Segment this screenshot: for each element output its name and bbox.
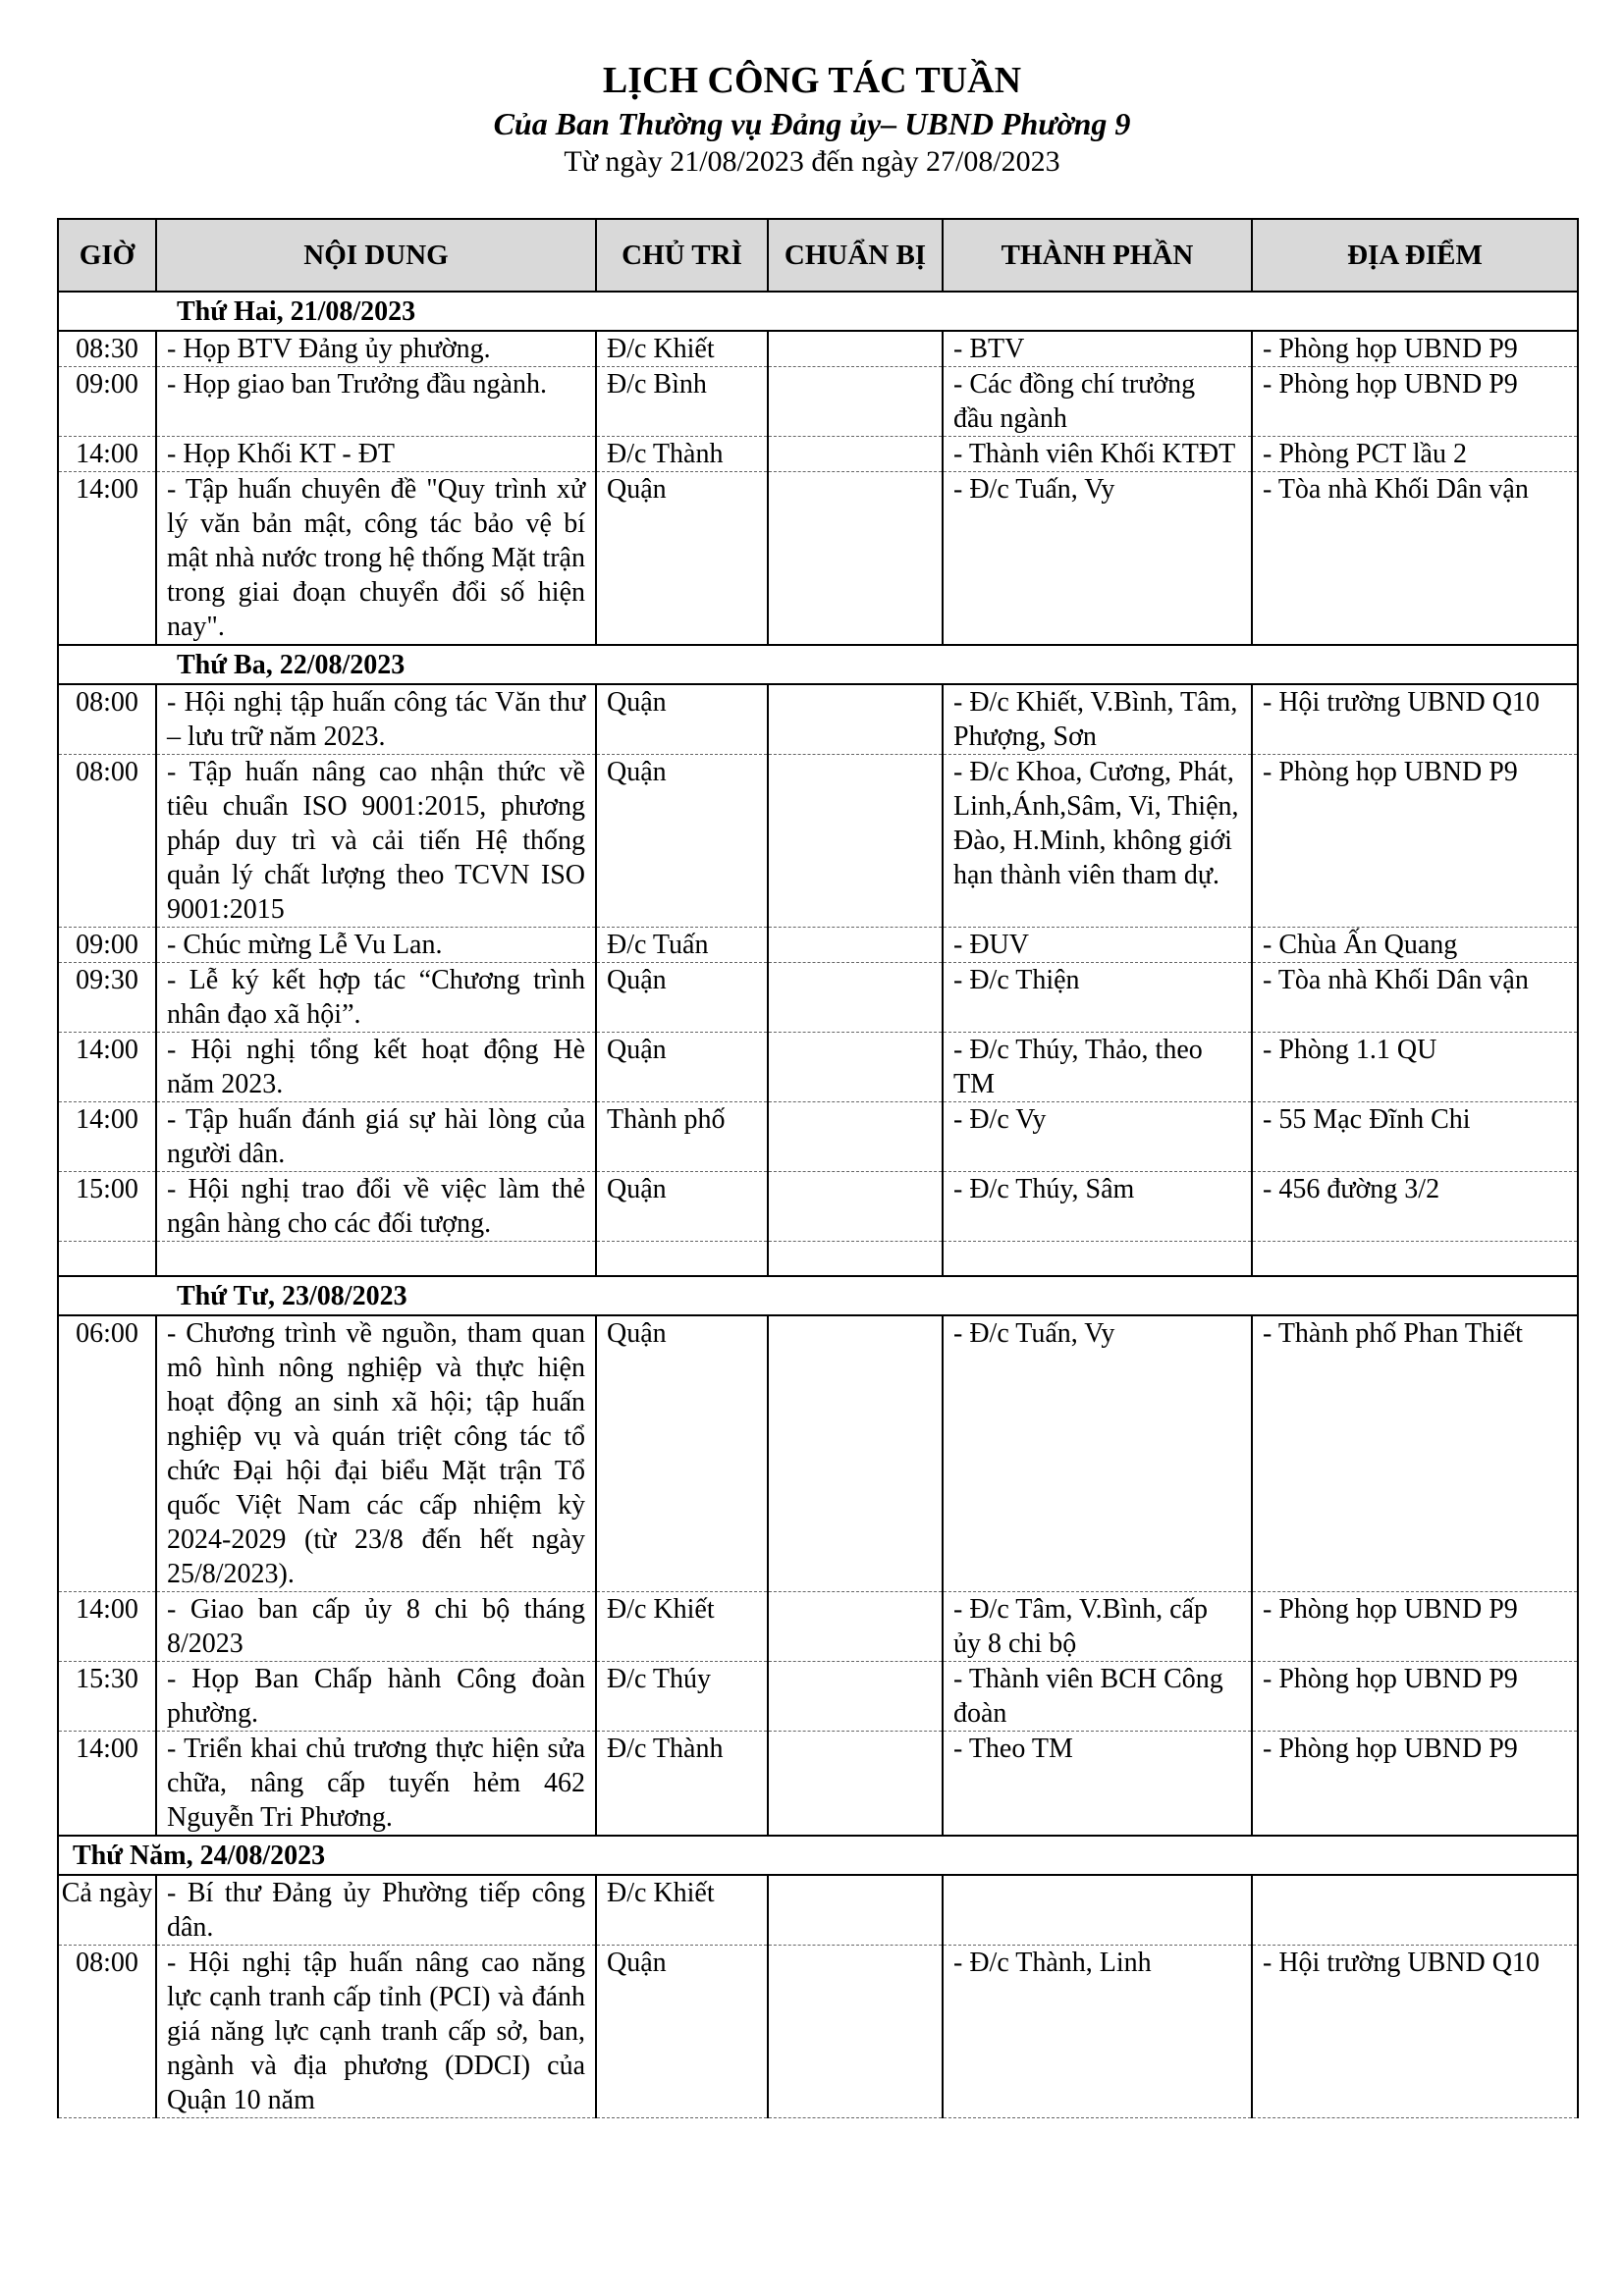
table-row xyxy=(58,1592,1578,1662)
cell-prep xyxy=(768,367,943,437)
cell-time: 14:00 xyxy=(58,1592,156,1662)
cell-time: 08:00 xyxy=(58,684,156,755)
day-label: Thứ Năm, 24/08/2023 xyxy=(73,1841,326,1871)
cell-chair: Đ/c Thành xyxy=(596,1732,768,1837)
column-header-participants: THÀNH PHẦN xyxy=(943,219,1252,292)
cell-location: - Phòng 1.1 QU xyxy=(1252,1033,1578,1102)
cell-participants: - Đ/c Tuấn, Vy xyxy=(943,1315,1252,1592)
cell-content: - Họp Ban Chấp hành Công đoàn phường. xyxy=(156,1662,596,1732)
cell-participants xyxy=(943,1875,1252,1946)
cell-participants: - BTV xyxy=(943,331,1252,367)
table-row xyxy=(58,1033,1578,1102)
day-label: Thứ Hai, 21/08/2023 xyxy=(177,296,416,327)
table-row xyxy=(58,1315,1578,1592)
day-header-cell xyxy=(58,1276,1578,1315)
cell-prep xyxy=(768,684,943,755)
cell-time: 06:00 xyxy=(58,1315,156,1592)
cell-content: - Chúc mừng Lễ Vu Lan. xyxy=(156,928,596,963)
cell-content: - Tập huấn chuyên đề "Quy trình xử lý văn bản mật, công tác bảo vệ bí mật nhà nước trong hệ thống Mặt trận trong giai đoạn chuyển đổi số hiện nay". xyxy=(156,472,596,646)
cell-prep xyxy=(768,331,943,367)
cell-content: - Chương trình về nguồn, tham quan mô hình nông nghiệp và thực hiện hoạt động an sinh xã hội; tập huấn nghiệp vụ và quán triệt công tác tổ chức Đại hội đại biểu Mặt trận Tổ quốc Việt Nam các cấp nhiệm kỳ 2024-2029 (từ 23/8 đến hết ngày 25/8/2023). xyxy=(156,1315,596,1592)
column-header-prep: CHUẨN BỊ xyxy=(768,219,943,292)
cell-chair: Quận xyxy=(596,1946,768,2118)
cell-time: 08:30 xyxy=(58,331,156,367)
cell-prep xyxy=(768,1102,943,1172)
day-header-row xyxy=(58,1836,1578,1875)
cell-time: 14:00 xyxy=(58,472,156,646)
cell-participants: - Đ/c Tuấn, Vy xyxy=(943,472,1252,646)
cell-chair: Đ/c Tuấn xyxy=(596,928,768,963)
cell-location: - Tòa nhà Khối Dân vận xyxy=(1252,963,1578,1033)
cell-location xyxy=(1252,1875,1578,1946)
table-row xyxy=(58,1662,1578,1732)
cell-location: - Hội trường UBND Q10 xyxy=(1252,1946,1578,2118)
cell-content: - Họp giao ban Trưởng đầu ngành. xyxy=(156,367,596,437)
cell-time: 08:00 xyxy=(58,755,156,928)
schedule-body xyxy=(58,292,1578,2118)
table-row xyxy=(58,1732,1578,1837)
cell-participants: - Đ/c Thiện xyxy=(943,963,1252,1033)
cell-chair: Quận xyxy=(596,684,768,755)
cell-time: 15:30 xyxy=(58,1662,156,1732)
cell-content: - Giao ban cấp ủy 8 chi bộ tháng 8/2023 xyxy=(156,1592,596,1662)
cell-participants: - Đ/c Thúy, Thảo, theo TM xyxy=(943,1033,1252,1102)
page-subtitle: Của Ban Thường vụ Đảng ủy– UBND Phường 9 xyxy=(493,106,1131,141)
table-row xyxy=(58,928,1578,963)
cell-time: 08:00 xyxy=(58,1946,156,2118)
cell-content: - Họp BTV Đảng ủy phường. xyxy=(156,331,596,367)
table-row xyxy=(58,755,1578,928)
table-row xyxy=(58,1242,1578,1277)
day-label: Thứ Tư, 23/08/2023 xyxy=(177,1281,407,1311)
table-row xyxy=(58,367,1578,437)
cell-chair: Quận xyxy=(596,1315,768,1592)
column-header-time: GIỜ xyxy=(58,219,156,292)
cell-prep xyxy=(768,928,943,963)
cell-prep xyxy=(768,1033,943,1102)
cell-participants: - Theo TM xyxy=(943,1732,1252,1837)
column-header-location: ĐỊA ĐIỂM xyxy=(1252,219,1578,292)
cell-location: - 55 Mạc Đĩnh Chi xyxy=(1252,1102,1578,1172)
day-header-row xyxy=(58,645,1578,684)
cell-chair: Quận xyxy=(596,755,768,928)
cell-participants: - Các đồng chí trưởng đầu ngành xyxy=(943,367,1252,437)
cell-location: - Phòng PCT lầu 2 xyxy=(1252,437,1578,472)
cell-location: - Phòng họp UBND P9 xyxy=(1252,1662,1578,1732)
cell-content: - Hội nghị tập huấn công tác Văn thư – lưu trữ năm 2023. xyxy=(156,684,596,755)
cell-chair: Quận xyxy=(596,963,768,1033)
table-row xyxy=(58,684,1578,755)
cell-location: - Chùa Ấn Quang xyxy=(1252,928,1578,963)
table-row xyxy=(58,1172,1578,1242)
cell-content xyxy=(156,1242,596,1277)
cell-prep xyxy=(768,1662,943,1732)
cell-content: - Lễ ký kết hợp tác “Chương trình nhân đạo xã hội”. xyxy=(156,963,596,1033)
cell-prep xyxy=(768,755,943,928)
cell-location: - Phòng họp UBND P9 xyxy=(1252,367,1578,437)
cell-prep xyxy=(768,1732,943,1837)
cell-location: - Phòng họp UBND P9 xyxy=(1252,331,1578,367)
table-row xyxy=(58,1946,1578,2118)
cell-participants: - Đ/c Khiết, V.Bình, Tâm, Phượng, Sơn xyxy=(943,684,1252,755)
cell-time: 09:00 xyxy=(58,367,156,437)
cell-chair: Quận xyxy=(596,1172,768,1242)
page-title: LỊCH CÔNG TÁC TUẦN xyxy=(602,60,1022,101)
cell-chair: Thành phố xyxy=(596,1102,768,1172)
cell-participants: - Thành viên Khối KTĐT xyxy=(943,437,1252,472)
day-header-row xyxy=(58,292,1578,331)
table-header-row xyxy=(58,219,1578,292)
cell-participants: - Đ/c Vy xyxy=(943,1102,1252,1172)
day-label: Thứ Ba, 22/08/2023 xyxy=(177,650,406,680)
table-row xyxy=(58,963,1578,1033)
cell-content: - Triển khai chủ trương thực hiện sửa chữa, nâng cấp tuyến hẻm 462 Nguyễn Tri Phương. xyxy=(156,1732,596,1837)
cell-content: - Hội nghị tập huấn nâng cao năng lực cạnh tranh cấp tỉnh (PCI) và đánh giá năng lực cạnh tranh cấp sở, ban, ngành và địa phương (DDCI) của Quận 10 năm xyxy=(156,1946,596,2118)
cell-chair xyxy=(596,1242,768,1277)
cell-time: 09:00 xyxy=(58,928,156,963)
cell-location xyxy=(1252,1242,1578,1277)
cell-time xyxy=(58,1242,156,1277)
table-row xyxy=(58,472,1578,646)
cell-participants: - Thành viên BCH Công đoàn xyxy=(943,1662,1252,1732)
cell-participants: - Đ/c Tâm, V.Bình, cấp ủy 8 chi bộ xyxy=(943,1592,1252,1662)
cell-time: Cả ngày xyxy=(58,1875,156,1946)
cell-time: 14:00 xyxy=(58,1102,156,1172)
cell-time: 09:30 xyxy=(58,963,156,1033)
table-row xyxy=(58,1875,1578,1946)
cell-time: 15:00 xyxy=(58,1172,156,1242)
cell-chair: Đ/c Khiết xyxy=(596,1875,768,1946)
cell-location: - Phòng họp UBND P9 xyxy=(1252,755,1578,928)
cell-location: - Thành phố Phan Thiết xyxy=(1252,1315,1578,1592)
cell-content: - Hội nghị tổng kết hoạt động Hè năm 2023. xyxy=(156,1033,596,1102)
day-header-cell xyxy=(58,292,1578,331)
cell-location: - Phòng họp UBND P9 xyxy=(1252,1592,1578,1662)
date-range: Từ ngày 21/08/2023 đến ngày 27/08/2023 xyxy=(564,145,1060,178)
cell-time: 14:00 xyxy=(58,1033,156,1102)
table-row xyxy=(58,1102,1578,1172)
cell-prep xyxy=(768,437,943,472)
cell-chair: Đ/c Bình xyxy=(596,367,768,437)
cell-prep xyxy=(768,472,943,646)
table-row xyxy=(58,437,1578,472)
day-header-row xyxy=(58,1276,1578,1315)
cell-prep xyxy=(768,1946,943,2118)
cell-prep xyxy=(768,1242,943,1277)
cell-prep xyxy=(768,1315,943,1592)
cell-participants: - Đ/c Thúy, Sâm xyxy=(943,1172,1252,1242)
cell-participants: - Đ/c Thành, Linh xyxy=(943,1946,1252,2118)
cell-content: - Bí thư Đảng ủy Phường tiếp công dân. xyxy=(156,1875,596,1946)
cell-location: - 456 đường 3/2 xyxy=(1252,1172,1578,1242)
cell-prep xyxy=(768,963,943,1033)
day-header-cell xyxy=(58,645,1578,684)
cell-chair: Đ/c Thúy xyxy=(596,1662,768,1732)
cell-chair: Đ/c Khiết xyxy=(596,331,768,367)
cell-location: - Tòa nhà Khối Dân vận xyxy=(1252,472,1578,646)
cell-prep xyxy=(768,1875,943,1946)
cell-chair: Đ/c Khiết xyxy=(596,1592,768,1662)
cell-content: - Tập huấn nâng cao nhận thức về tiêu chuẩn ISO 9001:2015, phương pháp duy trì và cải tiến Hệ thống quản lý chất lượng theo TCVN ISO 9001:2015 xyxy=(156,755,596,928)
schedule-table xyxy=(57,218,1579,2118)
column-header-chair: CHỦ TRÌ xyxy=(596,219,768,292)
cell-participants: - ĐUV xyxy=(943,928,1252,963)
day-header-cell xyxy=(58,1836,1578,1875)
cell-prep xyxy=(768,1592,943,1662)
table-row xyxy=(58,331,1578,367)
cell-time: 14:00 xyxy=(58,437,156,472)
cell-participants: - Đ/c Khoa, Cương, Phát, Linh,Ánh,Sâm, Vi, Thiện, Đào, H.Minh, không giới hạn thành viên tham dự. xyxy=(943,755,1252,928)
cell-content: - Hội nghị trao đổi về việc làm thẻ ngân hàng cho các đối tượng. xyxy=(156,1172,596,1242)
cell-time: 14:00 xyxy=(58,1732,156,1837)
cell-chair: Quận xyxy=(596,472,768,646)
cell-content: - Tập huấn đánh giá sự hài lòng của người dân. xyxy=(156,1102,596,1172)
cell-chair: Đ/c Thành xyxy=(596,437,768,472)
cell-location: - Hội trường UBND Q10 xyxy=(1252,684,1578,755)
cell-content: - Họp Khối KT - ĐT xyxy=(156,437,596,472)
cell-prep xyxy=(768,1172,943,1242)
cell-location: - Phòng họp UBND P9 xyxy=(1252,1732,1578,1837)
cell-chair: Quận xyxy=(596,1033,768,1102)
column-header-content: NỘI DUNG xyxy=(156,219,596,292)
cell-participants xyxy=(943,1242,1252,1277)
